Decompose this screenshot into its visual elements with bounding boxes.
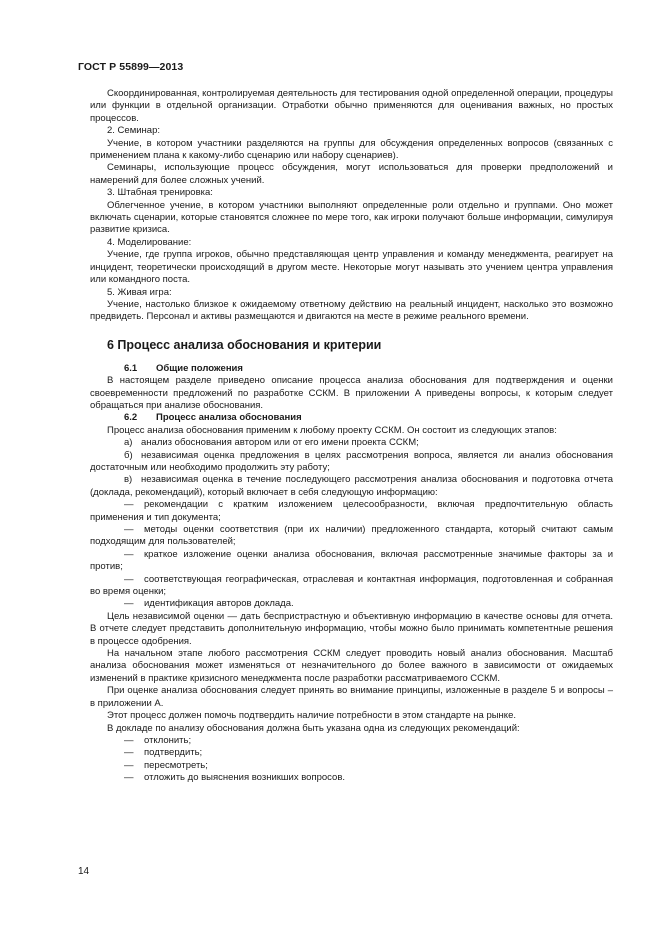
- paragraph: На начальном этапе любого рассмотрения ССКМ следует проводить новый анализ обоснования. Масштаб анализа обоснования может изменяться от незначительного до более важного в зависимости от ожидаемых изменений в практике кризисного менеджмента после разработки рассматриваемого ССКМ.: [90, 648, 613, 684]
- subsection-number: 6.1: [124, 362, 138, 374]
- subsection-heading: [90, 363, 613, 375]
- paragraph: Облегченное учение, в котором участники выполняют определенные роли отдельно и группами. Оно может включать сценарии, которые становятся сложнее по мере того, как игроки получают больше информации, симулируя развитие кризиса.: [90, 199, 613, 236]
- list-marker: а): [124, 437, 133, 449]
- paragraph: Этот процесс должен помочь подтвердить наличие потребности в этом стандарте на рынке.: [107, 710, 516, 722]
- dash-marker: —: [124, 548, 134, 560]
- list-item-text: независимая оценка в течение последующего рассмотрения анализа обоснования и подготовка отчета (доклада, рекомендаций), который включает в себя следующую информацию:: [90, 474, 613, 498]
- list-item: [90, 598, 613, 610]
- list-item-text: методы оценки соответствия (при их наличии) предложенного стандарта, который считают самым подходящим для пользователей;: [90, 524, 613, 548]
- list-item-text: отклонить;: [144, 734, 192, 746]
- list-item-text: отложить до выяснения возникших вопросов.: [144, 772, 346, 784]
- dash-marker: —: [124, 573, 134, 585]
- dash-marker: —: [124, 524, 134, 535]
- subsection-title: Общие положения: [156, 362, 243, 374]
- list-item: [90, 747, 613, 759]
- paragraph: Учение, в котором участники разделяются на группы для обсуждения определенных вопросов (связанных с применением плана к какому-либо сценарию или набору сценариев).: [90, 137, 613, 162]
- list-item: [90, 474, 613, 499]
- list-item-text: пересмотреть;: [144, 759, 208, 771]
- paragraph: Скоординированная, контролируемая деятельность для тестирования одной определенной операции, процедуры или функции в отдельной организации. Отработки обычно применяются для оценивания важных, но простых процессов.: [90, 88, 614, 124]
- subsection-number: 6.2: [124, 412, 138, 424]
- list-marker: б): [124, 449, 133, 461]
- list-item: [90, 574, 613, 599]
- list-item: [90, 499, 613, 524]
- list-heading: 5. Живая игра:: [107, 286, 172, 298]
- list-item-text: независимая оценка предложения в целях рассмотрения вопроса, является ли анализ обоснования достаточным или необходимо продолжить эту работу;: [90, 449, 613, 473]
- list-item-text: соответствующая географическая, отраслевая и контактная информация, подготовленная и собранная во время оценки;: [90, 573, 613, 598]
- list-item: [90, 735, 613, 747]
- dash-marker: —: [124, 747, 134, 759]
- list-item: [90, 450, 613, 475]
- list-item: [90, 772, 613, 784]
- subsection-heading: [90, 412, 613, 424]
- dash-marker: —: [124, 759, 134, 771]
- list-item-text: рекомендации с кратким изложением целесообразности, включая предпочтительную область применения и тип документа;: [90, 499, 613, 523]
- list-heading: 2. Семинар:: [107, 125, 160, 137]
- paragraph: Семинары, использующие процесс обсуждения, могут использоваться для проверки предположений и намерений для более сложных учений.: [90, 162, 613, 186]
- page-number: 14: [78, 866, 90, 877]
- subsection-title: Процесс анализа обоснования: [156, 412, 302, 424]
- paragraph: При оценке анализа обоснования следует принять во внимание принципы, изложенные в разделе 5 и вопросы – в приложении А.: [90, 685, 613, 709]
- dash-marker: —: [124, 734, 134, 746]
- paragraph: Процесс анализа обоснования применим к любому проекту ССКМ. Он состоит из следующих этапов:: [107, 424, 557, 436]
- standard-code: ГОСТ Р 55899—2013: [78, 61, 184, 73]
- paragraph: В докладе по анализу обоснования должна быть указана одна из следующих рекомендаций:: [107, 722, 520, 734]
- list-item-text: краткое изложение оценки анализа обоснования, включая рассмотренные значимые факторы за и против;: [90, 548, 613, 573]
- section-heading: 6 Процесс анализа обоснования и критерии: [107, 337, 382, 352]
- dash-marker: —: [124, 598, 134, 610]
- list-item: [90, 549, 613, 574]
- list-marker: в): [124, 474, 133, 486]
- list-item-text: анализ обоснования автором или от его имени проекта ССКМ;: [141, 437, 419, 449]
- list-item: [90, 524, 613, 549]
- page-body: [90, 88, 613, 785]
- list-item-text: подтвердить;: [144, 747, 203, 759]
- paragraph: Цель независимой оценки — дать беспристрастную и объективную информацию в качестве основы для отчета. В отчете следует представить дополнительную информацию, чтобы можно было принимать компетентные решения в процессе одобрения.: [90, 610, 613, 647]
- dash-marker: —: [124, 772, 134, 784]
- list-heading: 4. Моделирование:: [107, 236, 192, 248]
- paragraph: Учение, где группа игроков, обычно представляющая центр управления и команду менеджмента, реагирует на инцидент, теоретически происходящий в другом месте. Некоторые могут называть это учением центра управления или командного поста.: [90, 249, 613, 286]
- list-item: [90, 760, 613, 772]
- list-heading: 3. Штабная тренировка:: [107, 187, 213, 199]
- list-item-text: идентификация авторов доклада.: [144, 598, 294, 610]
- paragraph: Учение, настолько близкое к ожидаемому ответному действию на реальный инцидент, насколько это возможно предвидеть. Персонал и активы размещаются и двигаются на месте в режиме реального времени.: [90, 298, 613, 323]
- list-item: [90, 437, 613, 449]
- paragraph: В настоящем разделе приведено описание процесса анализа обоснования для подтверждения и оценки своевременности предложений по разработке ССКМ. В приложении А приведены вопросы, к которым следует обращаться при анализе обоснования.: [90, 375, 613, 411]
- dash-marker: —: [124, 499, 134, 511]
